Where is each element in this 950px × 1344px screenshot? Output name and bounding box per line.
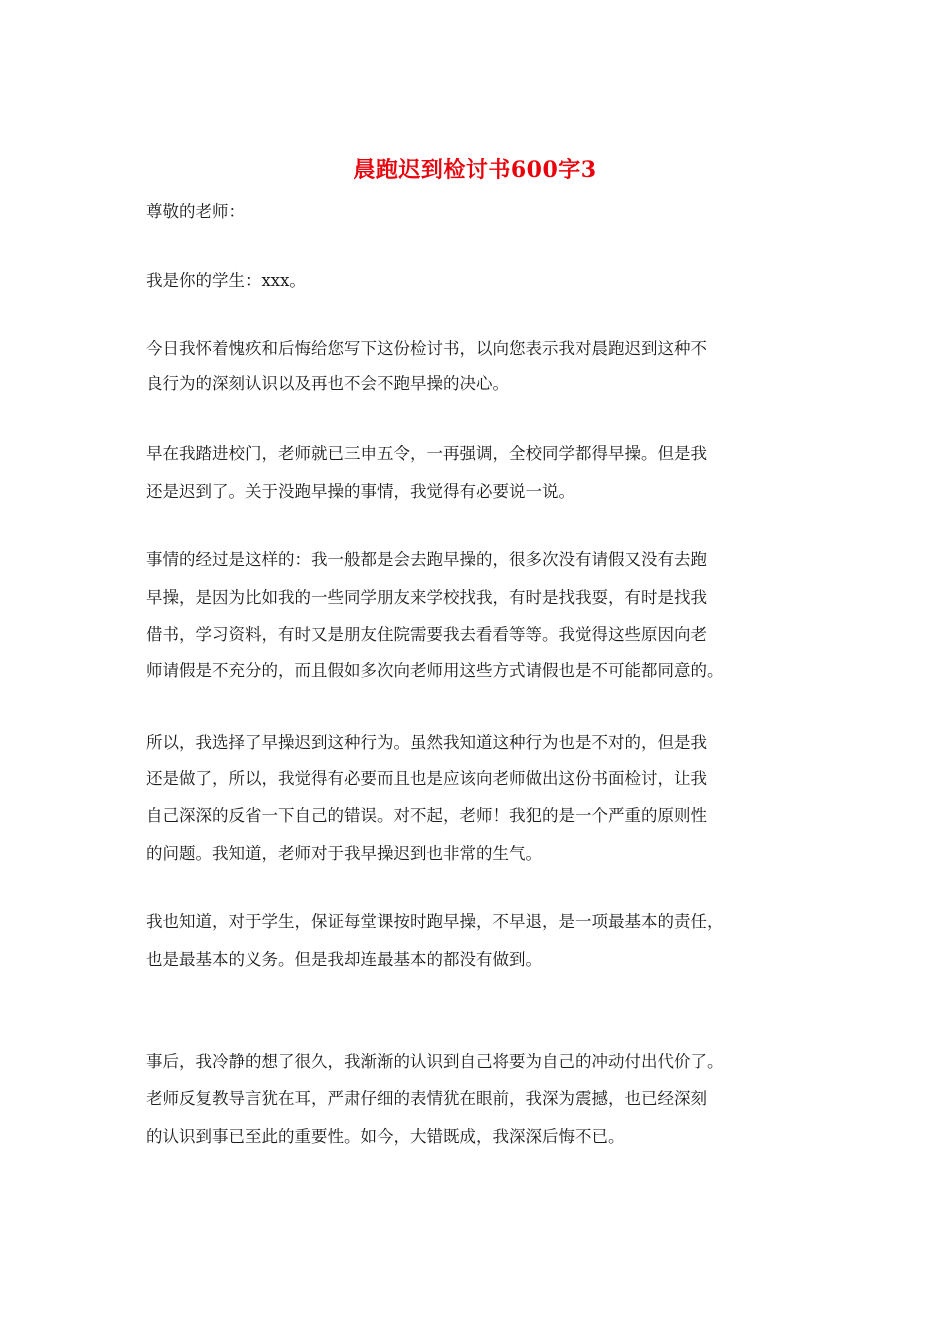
paragraph-line: 事情的经过是这样的：我一般都是会去跑早操的，很多次没有请假又没有去跑 [146, 550, 707, 569]
paragraph-line: 良行为的深刻认识以及再也不会不跑早操的决心。 [146, 374, 509, 393]
paragraph-line: 的问题。我知道，老师对于我早操迟到也非常的生气。 [146, 844, 542, 863]
paragraph-line: 自己深深的反省一下自己的错误。对不起，老师！我犯的是一个严重的原则性 [146, 806, 707, 825]
paragraph-line: 还是迟到了。关于没跑早操的事情，我觉得有必要说一说。 [146, 482, 575, 501]
paragraph-line: 早在我踏进校门，老师就已三申五令，一再强调，全校同学都得早操。但是我 [146, 444, 707, 463]
paragraph-line: 也是最基本的义务。但是我却连最基本的都没有做到。 [146, 950, 542, 969]
paragraph-line: 我是你的学生：xxx。 [146, 271, 306, 290]
salutation: 尊敬的老师： [146, 202, 245, 221]
paragraph-line: 早操，是因为比如我的一些同学朋友来学校找我，有时是找我耍，有时是找我 [146, 588, 707, 607]
paragraph-line: 事后，我冷静的想了很久，我渐渐的认识到自己将要为自己的冲动付出代价了。 [146, 1052, 724, 1071]
paragraph-line: 还是做了，所以，我觉得有必要而且也是应该向老师做出这份书面检讨，让我 [146, 769, 707, 788]
paragraph-line: 所以，我选择了早操迟到这种行为。虽然我知道这种行为也是不对的，但是我 [146, 733, 707, 752]
paragraph-line: 今日我怀着愧疚和后悔给您写下这份检讨书，以向您表示我对晨跑迟到这种不 [146, 339, 707, 358]
paragraph-line: 借书，学习资料，有时又是朋友住院需要我去看看等等。我觉得这些原因向老 [146, 625, 707, 644]
paragraph-line: 我也知道，对于学生，保证每堂课按时跑早操，不早退，是一项最基本的责任， [146, 912, 724, 931]
paragraph-line: 师请假是不充分的，而且假如多次向老师用这些方式请假也是不可能都同意的。 [146, 661, 724, 680]
paragraph-line: 的认识到事已至此的重要性。如今，大错既成，我深深后悔不已。 [146, 1127, 625, 1146]
document-title: 晨跑迟到检讨书600字3 [353, 157, 597, 183]
paragraph-line: 老师反复教导言犹在耳，严肃仔细的表情犹在眼前，我深为震撼，也已经深刻 [146, 1089, 707, 1108]
